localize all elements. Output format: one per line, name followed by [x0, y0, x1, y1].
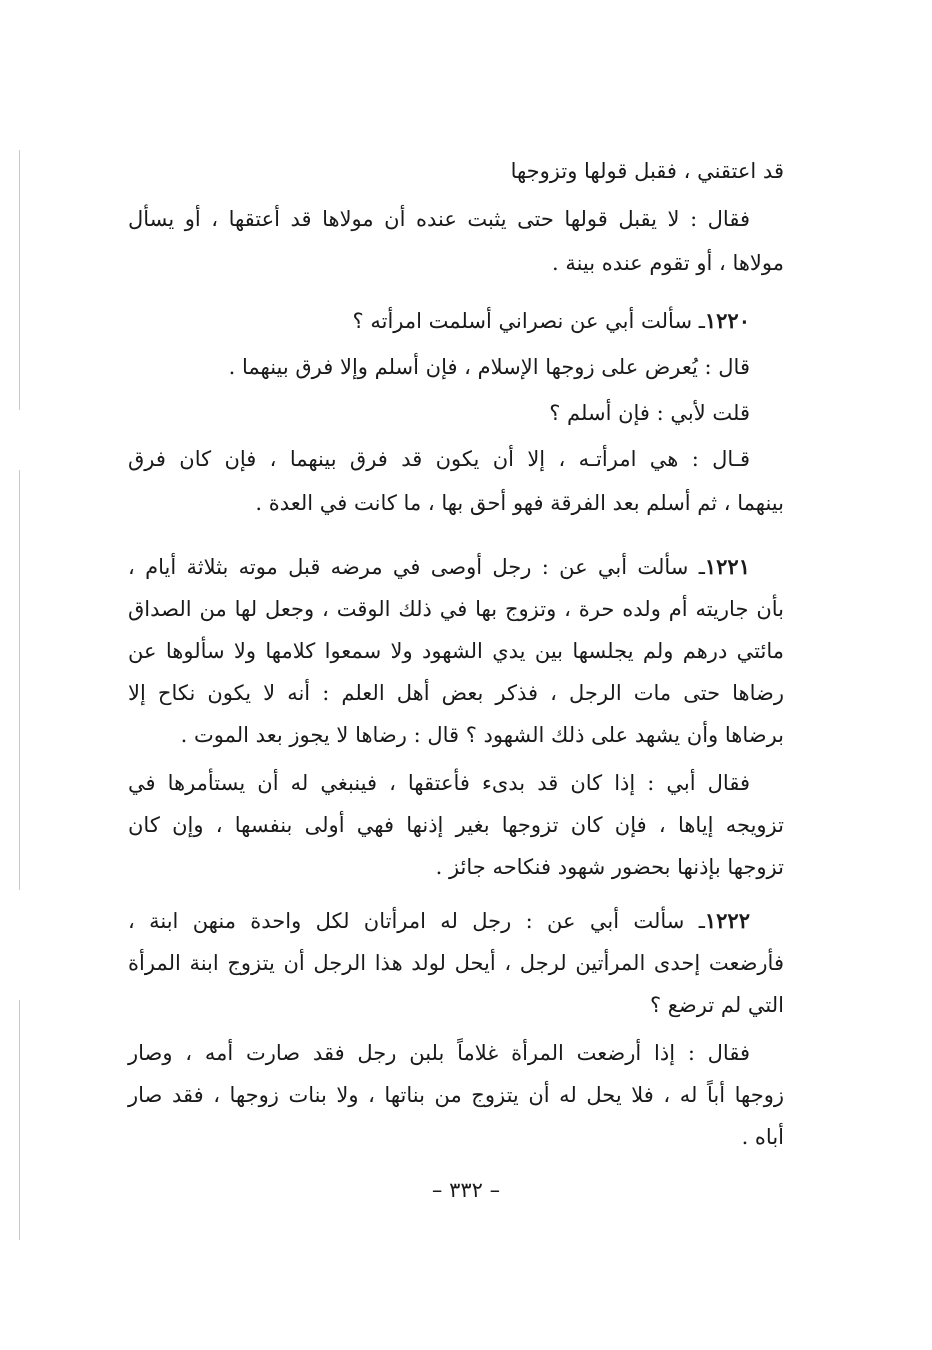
- text-line: فقال : إذا أرضعت المرأة غلاماً بلبن رجل فقد صارت أمه ، وصار: [128, 1041, 750, 1065]
- text-line: رضاها حتى مات الرجل ، فذكر بعض أهل العلم : أنه لا يكون نكاح إلا: [128, 681, 784, 705]
- entry-number: ١٢٢٢: [704, 908, 750, 933]
- text-line: فأرضعت إحدى المرأتين لرجل ، أيحل لولد هذا الرجل أن يتزوج ابنة المرأة: [128, 951, 784, 975]
- entry-heading: ١٢٢١ـ سألت أبي عن : رجل أوصى في مرضه قبل موته بثلاثة أيام ،: [128, 554, 750, 579]
- text-line: بأن جاريته أم ولده حرة ، وتزوج بها في ذلك الوقت ، وجعل لها من الصداق: [128, 597, 784, 621]
- text-line: قلت لأبي : فإن أسلم ؟: [549, 401, 750, 425]
- text-line: فقال أبي : إذا كان قد بدىء فأعتقها ، فينبغي له أن يستأمرها في: [128, 771, 750, 795]
- text-line: فقال : لا يقبل قولها حتى يثبت عنده أن مولاها قد أعتقها ، أو يسأل: [128, 207, 750, 231]
- text-line: التي لم ترضع ؟: [649, 993, 784, 1017]
- entry-heading: ١٢٢٢ـ سألت أبي عن : رجل له امرأتان لكل واحدة منهن ابنة ،: [128, 908, 750, 933]
- text-line: تزوجها بإذنها بحضور شهود فنكاحه جائز .: [435, 855, 784, 879]
- text-line: مائتي درهم ولم يجلسها بين يدي الشهود ولا سمعوا كلامها ولا سألوها عن: [128, 639, 784, 663]
- text-line: قد اعتقني ، فقبل قولها وتزوجها: [510, 159, 784, 183]
- text-line: مولاها ، أو تقوم عنده بينة .: [551, 251, 784, 275]
- text-line: قال : يُعرض على زوجها الإسلام ، فإن أسلم وإلا فرق بينهما .: [228, 355, 750, 379]
- entry-heading: ١٢٢٠ـ سألت أبي عن نصراني أسلمت امرأته ؟: [352, 308, 750, 333]
- entry-number: ١٢٢٠: [704, 308, 750, 333]
- text-line: تزويجه إياها ، فإن كان تزوجها بغير إذنها فهي أولى بنفسها ، وإن كان: [128, 813, 784, 837]
- scan-margin-line: [19, 1000, 20, 1240]
- text-line: بينهما ، ثم أسلم بعد الفرقة فهو أحق بها ، ما كانت في العدة .: [255, 491, 784, 515]
- text-line: أباه .: [741, 1125, 784, 1149]
- scan-margin-line: [19, 470, 20, 890]
- page-number: – ٣٣٢ –: [431, 1178, 501, 1202]
- entry-number: ١٢٢١: [704, 554, 750, 579]
- text-line: برضاها وأن يشهد على ذلك الشهود ؟ قال : رضاها لا يجوز بعد الموت .: [180, 723, 784, 747]
- scan-margin-line: [19, 150, 20, 410]
- text-line: زوجها أباً له ، فلا يحل له أن يتزوج من بناتها ، ولا بنات زوجها ، فقد صار: [128, 1083, 784, 1107]
- text-line: قـال : هي امرأتـه ، إلا أن يكون قد فرق بينهما ، فإن كان فرق: [128, 447, 750, 471]
